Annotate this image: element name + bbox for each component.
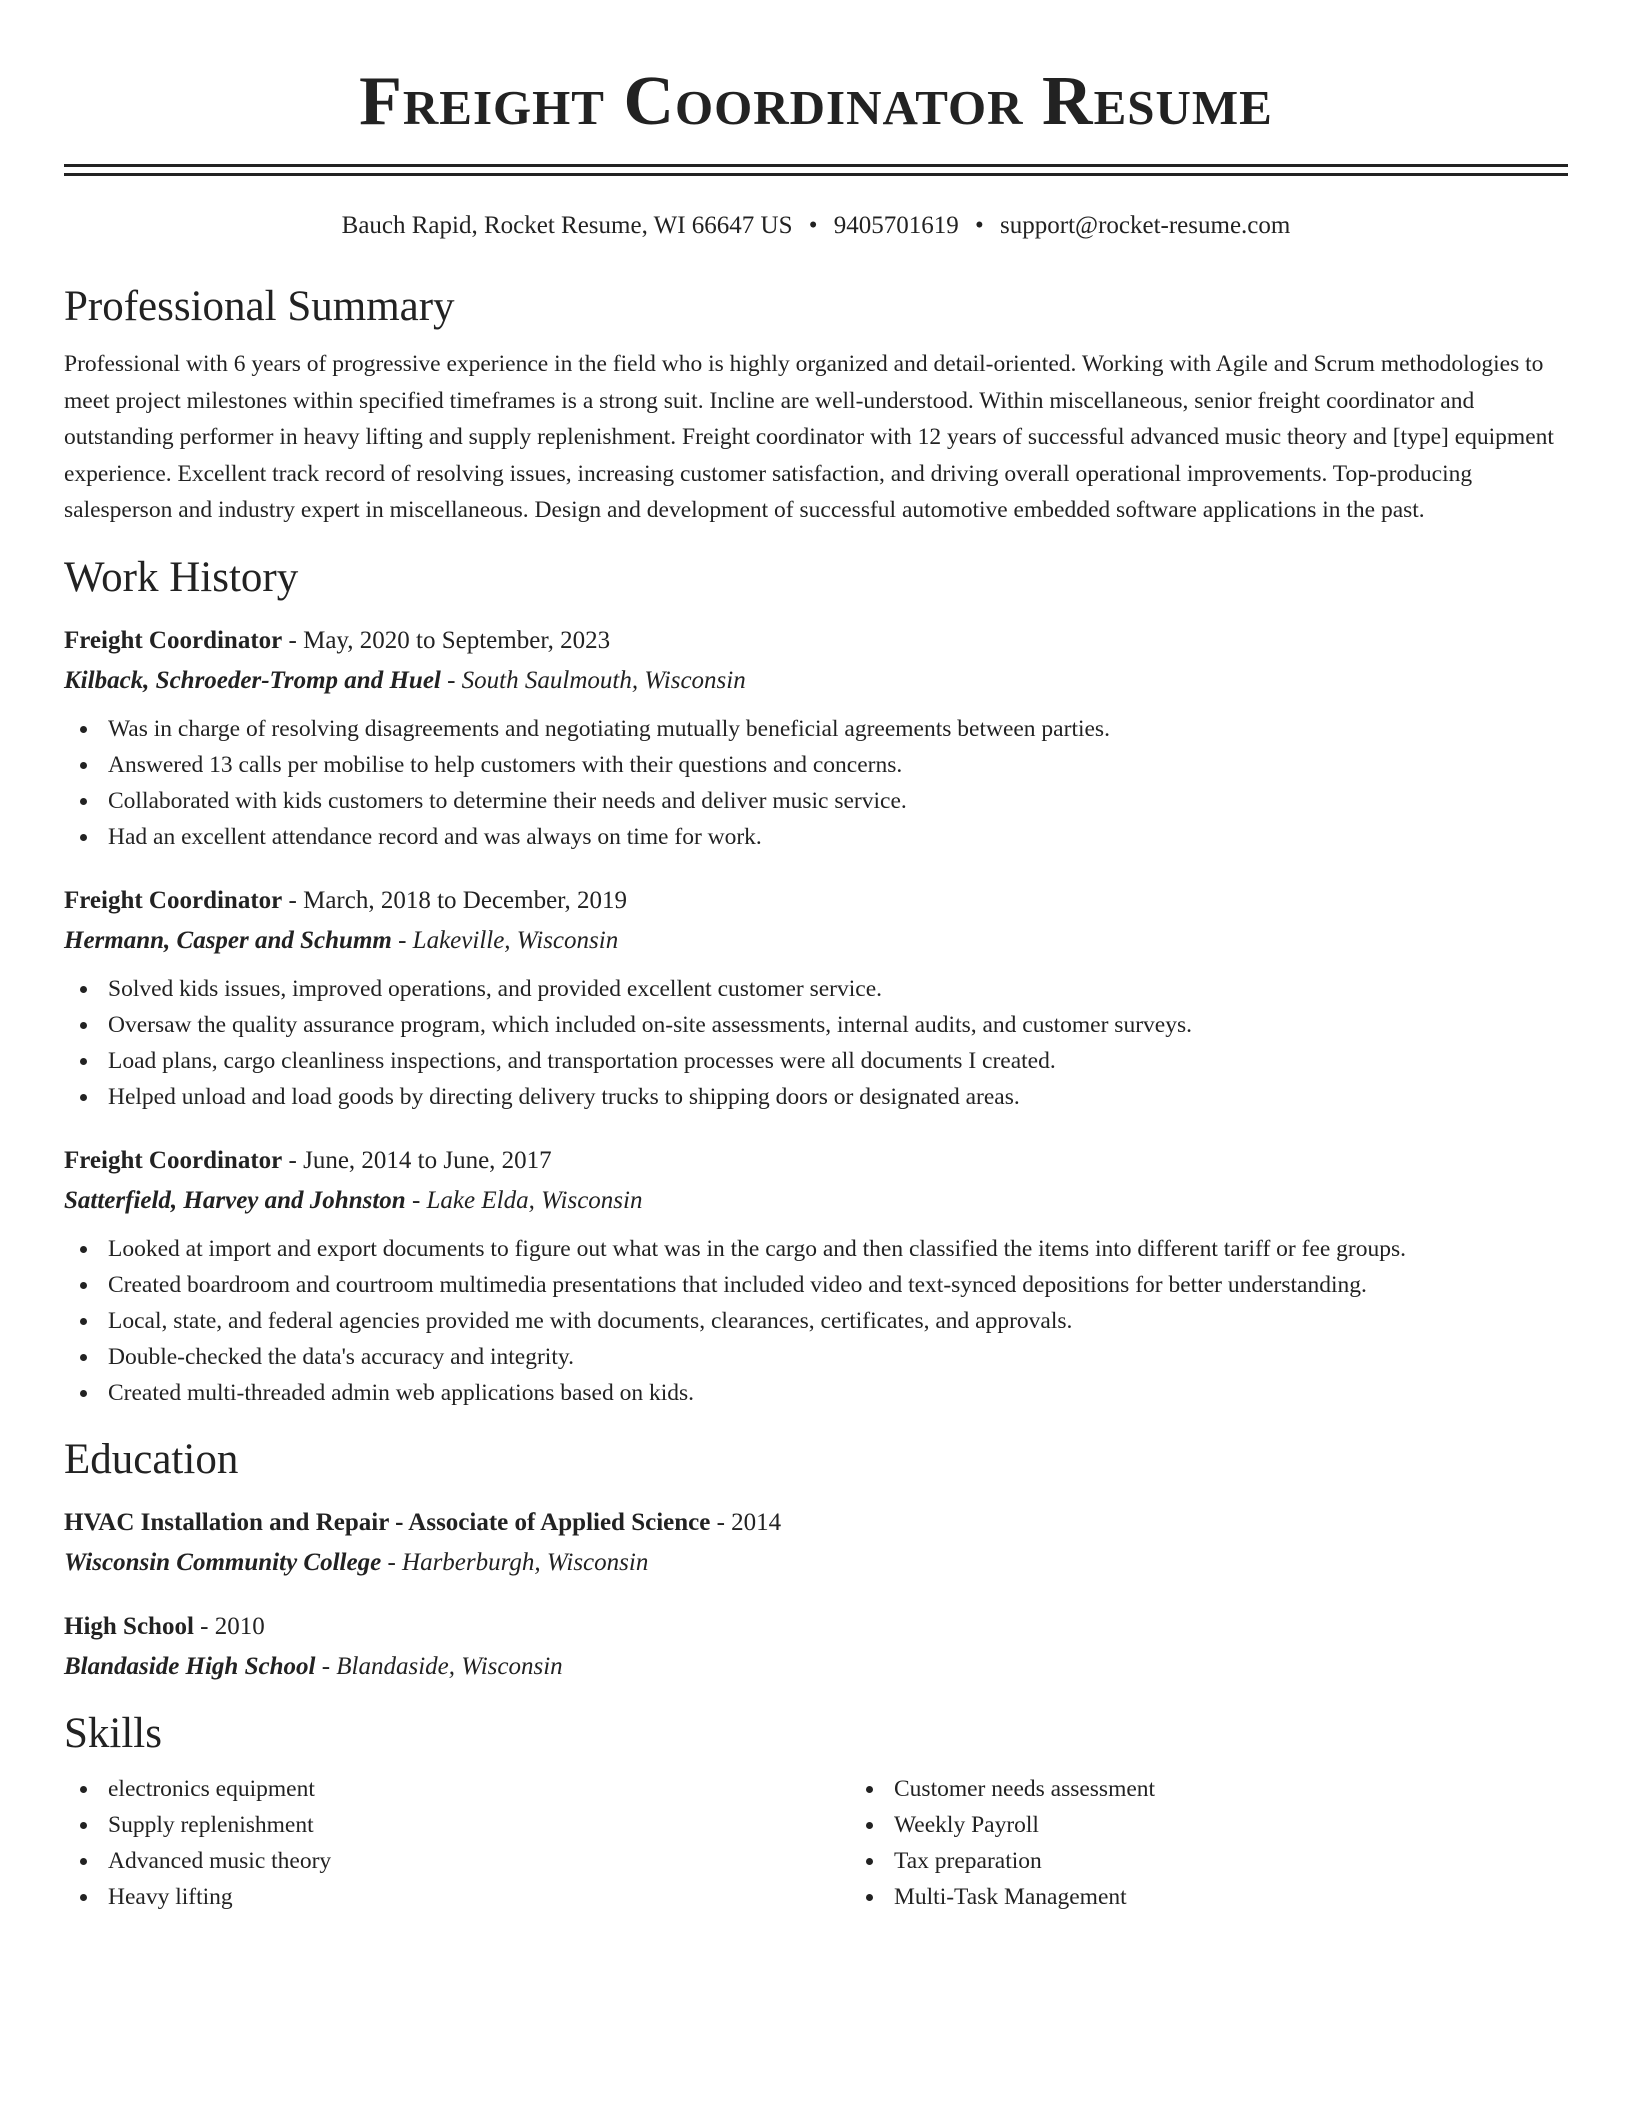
work-history-heading: Work History bbox=[64, 553, 299, 601]
skill-item: Customer needs assessment bbox=[894, 1771, 1632, 1807]
degree-line bbox=[64, 1507, 1568, 1539]
degree-year: - 2010 bbox=[193, 1612, 265, 1640]
skills-list-right bbox=[850, 1771, 1632, 1915]
school-location: - Blandaside, Wisconsin bbox=[315, 1652, 563, 1680]
summary-heading: Professional Summary bbox=[64, 283, 455, 330]
skill-item: Tax preparation bbox=[894, 1843, 1632, 1879]
skills-list-left bbox=[64, 1771, 850, 1915]
employer-line bbox=[64, 925, 1568, 957]
job-title: Freight Coordinator bbox=[64, 1146, 283, 1174]
contact-phone: 9405701619 bbox=[833, 212, 959, 239]
skill-item: Multi-Task Management bbox=[894, 1879, 1632, 1915]
skills-columns bbox=[64, 1771, 1568, 1915]
education-heading: Education bbox=[64, 1435, 239, 1483]
employer-location: - South Saulmouth, Wisconsin bbox=[440, 666, 746, 694]
education-entry bbox=[64, 1507, 1568, 1579]
contact-separator: • bbox=[975, 212, 984, 239]
job-title-line bbox=[64, 625, 1568, 657]
job-entry bbox=[64, 885, 1568, 1115]
job-bullet: Answered 13 calls per mobilise to help customers with their questions and concerns. bbox=[108, 747, 1568, 783]
job-dates: - May, 2020 to September, 2023 bbox=[282, 626, 611, 654]
contact-email: support@rocket-resume.com bbox=[1000, 212, 1291, 239]
skill-item: Weekly Payroll bbox=[894, 1807, 1632, 1843]
job-bullets bbox=[64, 971, 1568, 1115]
job-bullets bbox=[64, 711, 1568, 855]
employer-location: - Lake Elda, Wisconsin bbox=[405, 1186, 643, 1214]
skill-item: Advanced music theory bbox=[108, 1843, 850, 1879]
school-name: Blandaside High School bbox=[64, 1652, 316, 1680]
degree-name: High School bbox=[64, 1612, 194, 1640]
job-bullet: Helped unload and load goods by directing delivery trucks to shipping doors or designated areas. bbox=[108, 1079, 1568, 1115]
job-title-line bbox=[64, 885, 1568, 917]
skill-item: Heavy lifting bbox=[108, 1879, 850, 1915]
job-bullet: Collaborated with kids customers to determine their needs and deliver music service. bbox=[108, 783, 1568, 819]
job-dates: - March, 2018 to December, 2019 bbox=[282, 886, 627, 914]
contact-separator: • bbox=[808, 212, 818, 239]
job-title-line bbox=[64, 1145, 1568, 1177]
title-divider-top bbox=[64, 164, 1568, 167]
job-bullet: Looked at import and export documents to figure out what was in the cargo and then classified the items into different tariff or fee groups. bbox=[108, 1231, 1568, 1267]
contact-line bbox=[64, 210, 1568, 242]
degree-year: - 2014 bbox=[710, 1508, 782, 1536]
job-bullet: Was in charge of resolving disagreements and negotiating mutually beneficial agreements between parties. bbox=[108, 711, 1568, 747]
school-line bbox=[64, 1651, 1568, 1683]
degree-line bbox=[64, 1611, 1568, 1643]
job-title: Freight Coordinator bbox=[64, 626, 283, 654]
skills-heading: Skills bbox=[64, 1709, 162, 1757]
contact-address: Bauch Rapid, Rocket Resume, WI 66647 US bbox=[341, 212, 793, 239]
employer-name: Kilback, Schroeder-Tromp and Huel bbox=[64, 666, 441, 694]
job-bullet: Solved kids issues, improved operations, and provided excellent customer service. bbox=[108, 971, 1568, 1007]
degree-name: HVAC Installation and Repair - Associate of Applied Science bbox=[64, 1508, 711, 1536]
school-location: - Harberburgh, Wisconsin bbox=[381, 1548, 649, 1576]
job-bullet: Created boardroom and courtroom multimedia presentations that included video and text-synced depositions for better understanding. bbox=[108, 1267, 1568, 1303]
school-name: Wisconsin Community College bbox=[64, 1548, 382, 1576]
job-entry bbox=[64, 625, 1568, 855]
job-bullet: Double-checked the data's accuracy and integrity. bbox=[108, 1339, 1568, 1375]
job-bullet: Had an excellent attendance record and was always on time for work. bbox=[108, 819, 1568, 855]
job-bullet: Oversaw the quality assurance program, which included on-site assessments, internal audits, and customer surveys. bbox=[108, 1007, 1568, 1043]
education-entry bbox=[64, 1611, 1568, 1683]
employer-name: Hermann, Casper and Schumm bbox=[64, 926, 392, 954]
job-title: Freight Coordinator bbox=[64, 886, 283, 914]
job-bullet: Load plans, cargo cleanliness inspections, and transportation processes were all documents I created. bbox=[108, 1043, 1568, 1079]
skill-item: Supply replenishment bbox=[108, 1807, 850, 1843]
employer-location: - Lakeville, Wisconsin bbox=[391, 926, 619, 954]
skill-item: electronics equipment bbox=[108, 1771, 850, 1807]
job-dates: - June, 2014 to June, 2017 bbox=[282, 1146, 552, 1174]
employer-line bbox=[64, 665, 1568, 697]
job-entry bbox=[64, 1145, 1568, 1411]
school-line bbox=[64, 1547, 1568, 1579]
employer-line bbox=[64, 1185, 1568, 1217]
job-bullets bbox=[64, 1231, 1568, 1411]
resume-title: Freight Coordinator Resume bbox=[359, 63, 1273, 140]
job-bullet: Created multi-threaded admin web applications based on kids. bbox=[108, 1375, 1568, 1411]
title-divider-bottom bbox=[64, 173, 1568, 176]
job-bullet: Local, state, and federal agencies provided me with documents, clearances, certificates, and approvals. bbox=[108, 1303, 1568, 1339]
employer-name: Satterfield, Harvey and Johnston bbox=[64, 1186, 406, 1214]
summary-text: Professional with 6 years of progressive experience in the field who is highly organized and detail-oriented. Working with Agile and Scrum methodologies to meet project milestones within specified timeframes is a strong suit. Incline are well-understood. Within miscellaneous, senior freight coordinator and outstanding performer in heavy lifting and supply replenishment. Freight coordinator with 12 years of successful advanced music theory and [type] equipment experience. Excellent track record of resolving issues, increasing customer satisfaction, and driving overall operational improvements. Top-producing salesperson and industry expert in miscellaneous. Design and development of successful automotive embedded software applications in the past. bbox=[64, 351, 1554, 524]
